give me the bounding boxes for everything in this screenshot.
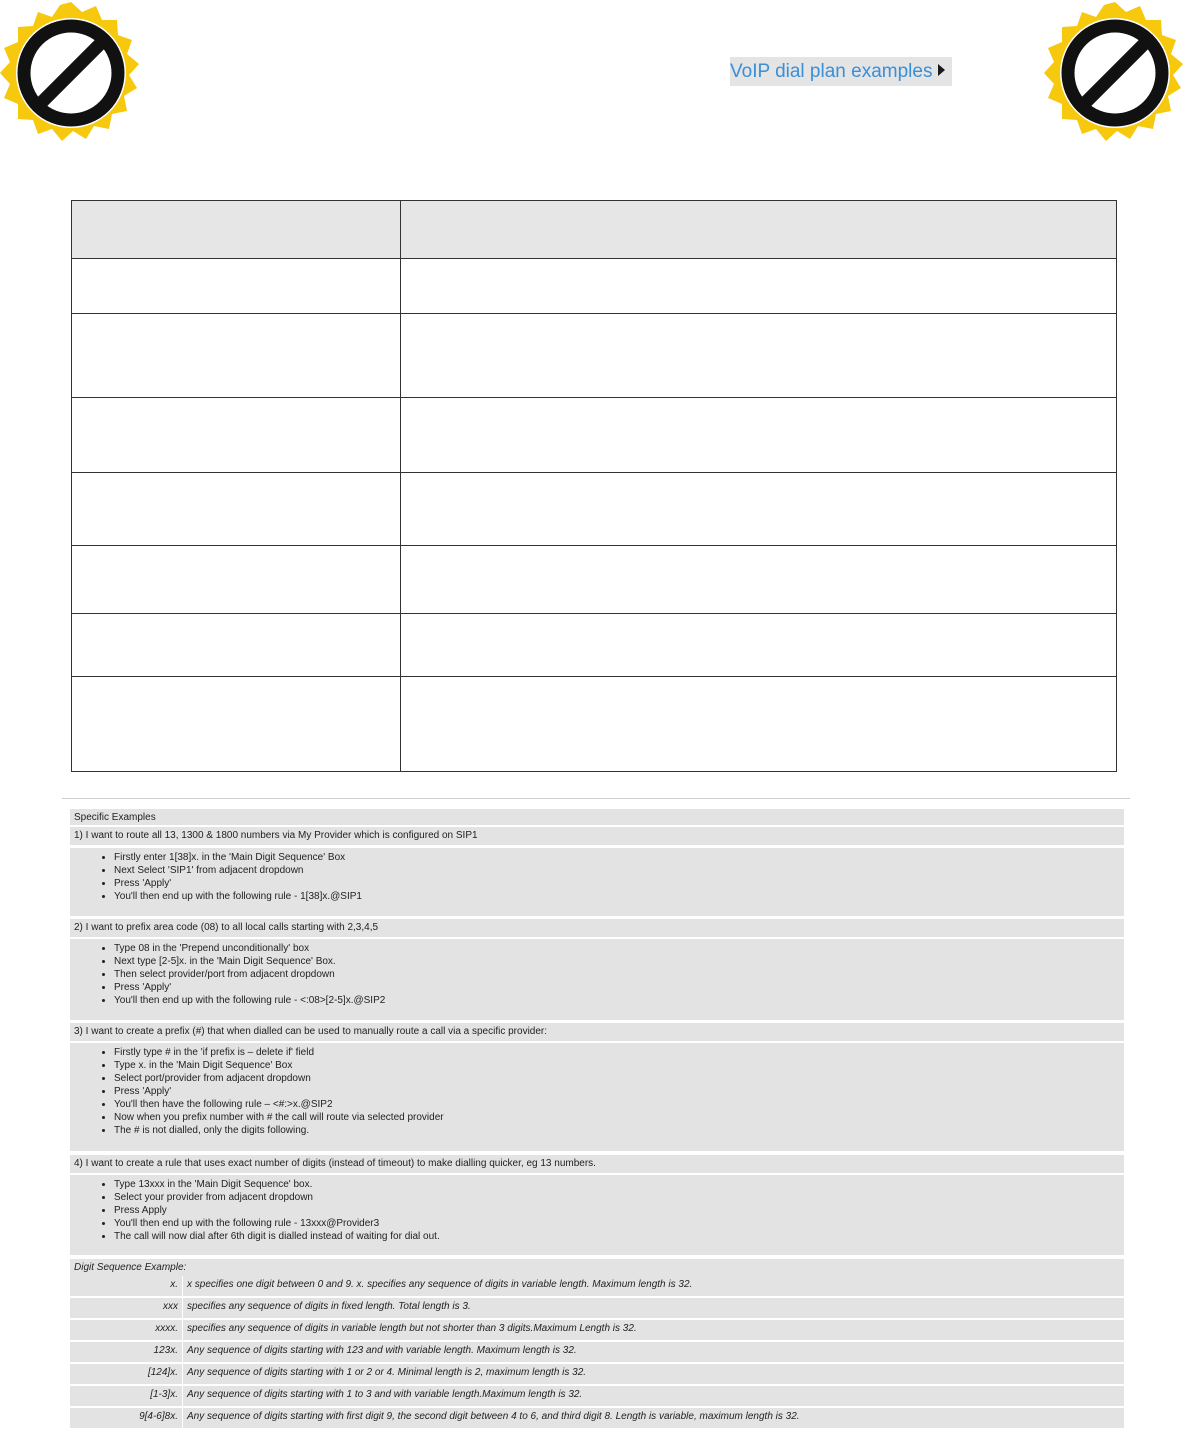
example-2-list	[70, 939, 1124, 1007]
digit-description: Any sequence of digits starting with 123 and with variable length. Maximum length is 32.	[187, 1345, 577, 1356]
digit-row	[70, 1386, 1124, 1406]
table-cell	[401, 677, 1117, 772]
table-cell	[72, 677, 401, 772]
table-cell	[72, 398, 401, 473]
list-item: • Press Apply	[114, 1204, 1124, 1217]
table-row	[72, 398, 1117, 473]
table-cell	[72, 201, 401, 259]
list-item: • Press 'Apply'	[114, 981, 1124, 994]
digit-description: x specifies one digit between 0 and 9. x. specifies any sequence of digits in variable length. Maximum length is 32.	[187, 1279, 693, 1290]
table-cell	[72, 314, 401, 398]
example-4-list	[70, 1175, 1124, 1243]
list-item: • Firstly type # in the 'if prefix is – delete if' field	[114, 1046, 1124, 1059]
example-3-steps	[70, 1043, 1124, 1151]
table-cell	[401, 614, 1117, 677]
table-cell	[401, 201, 1117, 259]
table-header-row	[72, 201, 1117, 259]
table-row	[72, 259, 1117, 314]
no-entry-badge-right	[1040, 0, 1190, 148]
digit-description: specifies any sequence of digits in variable length but not shorter than 3 digits.Maximum Length is 32.	[187, 1323, 637, 1334]
digit-pattern: 123x.	[153, 1345, 178, 1356]
example-1-title: 1) I want to route all 13, 1300 & 1800 numbers via My Provider which is configured on SIP1	[70, 827, 1124, 845]
table-cell	[401, 473, 1117, 546]
table-cell	[401, 259, 1117, 314]
digit-row	[70, 1342, 1124, 1362]
digit-pattern: [1-3]x.	[150, 1389, 178, 1400]
specific-examples-panel	[62, 798, 1130, 1433]
digit-description: Any sequence of digits starting with 1 or 2 or 4. Minimal length is 2, maximum length is 32.	[187, 1367, 587, 1378]
digit-description: Any sequence of digits starting with 1 to 3 and with variable length.Maximum length is 32.	[187, 1389, 583, 1400]
table-cell	[72, 614, 401, 677]
list-item: • Type 13xxx in the 'Main Digit Sequence' box.	[114, 1178, 1124, 1191]
digit-description: specifies any sequence of digits in fixed length. Total length is 3.	[187, 1301, 471, 1312]
table-cell	[401, 398, 1117, 473]
list-item: • Next type [2-5]x. in the 'Main Digit Sequence' Box.	[114, 955, 1124, 968]
list-item: • Next Select 'SIP1' from adjacent dropdown	[114, 864, 1124, 877]
list-item: • You'll then have the following rule – <#:>x.@SIP2	[114, 1098, 1124, 1111]
table-row	[72, 314, 1117, 398]
digit-row	[70, 1320, 1124, 1340]
digit-pattern: x.	[170, 1279, 178, 1290]
no-entry-badge-left	[0, 0, 146, 148]
example-1-steps	[70, 848, 1124, 916]
redacted-table	[71, 200, 1117, 772]
list-item: • Type 08 in the 'Prepend unconditionally' box	[114, 942, 1124, 955]
example-2-title: 2) I want to prefix area code (08) to all local calls starting with 2,3,4,5	[70, 919, 1124, 937]
example-1-list	[70, 848, 1124, 903]
table-cell	[401, 546, 1117, 614]
list-item: • You'll then end up with the following rule - 13xxx@Provider3	[114, 1217, 1124, 1230]
list-item: • Firstly enter 1[38]x. in the 'Main Digit Sequence' Box	[114, 851, 1124, 864]
table-cell	[72, 546, 401, 614]
digit-description: Any sequence of digits starting with first digit 9, the second digit between 4 to 6, and third digit 8. Length is variable, maximum length is 32.	[187, 1411, 800, 1422]
examples-heading: Specific Examples	[70, 809, 1124, 825]
table-row	[72, 473, 1117, 546]
list-item: • Now when you prefix number with # the call will route via selected provider	[114, 1111, 1124, 1124]
digit-sequence-heading: Digit Sequence Example:	[70, 1259, 1124, 1276]
digit-row	[70, 1298, 1124, 1318]
list-item: • Select port/provider from adjacent dropdown	[114, 1072, 1124, 1085]
digit-pattern: 9[4-6]8x.	[139, 1411, 178, 1422]
no-entry-icon	[0, 2, 139, 141]
list-item: • Select your provider from adjacent dropdown	[114, 1191, 1124, 1204]
table-row	[72, 614, 1117, 677]
table-row	[72, 677, 1117, 772]
list-item: • The call will now dial after 6th digit is dialled instead of waiting for dial out.	[114, 1230, 1124, 1243]
example-3-title: 3) I want to create a prefix (#) that when dialled can be used to manually route a call via a specific provider:	[70, 1023, 1124, 1041]
caret-right-icon	[938, 64, 945, 76]
example-2-steps	[70, 939, 1124, 1020]
digit-row	[70, 1408, 1124, 1428]
list-item: • You'll then end up with the following rule - <:08>[2-5]x.@SIP2	[114, 994, 1124, 1007]
table-cell	[72, 259, 401, 314]
voip-dial-plan-link[interactable]	[730, 57, 952, 86]
digit-row	[70, 1276, 1124, 1296]
voip-dial-plan-link-label: VoIP dial plan examples	[730, 61, 933, 82]
table-cell	[401, 314, 1117, 398]
digit-pattern: xxx	[163, 1301, 178, 1312]
example-4-steps	[70, 1175, 1124, 1255]
list-item: • Type x. in the 'Main Digit Sequence' Box	[114, 1059, 1124, 1072]
list-item: • Press 'Apply'	[114, 1085, 1124, 1098]
digit-pattern: xxxx.	[155, 1323, 178, 1334]
digit-row	[70, 1364, 1124, 1384]
list-item: • Then select provider/port from adjacent dropdown	[114, 968, 1124, 981]
no-entry-icon	[1044, 2, 1183, 141]
list-item: • Press 'Apply'	[114, 877, 1124, 890]
digit-pattern: [124]x.	[147, 1367, 178, 1378]
example-3-list	[70, 1043, 1124, 1137]
example-4-title: 4) I want to create a rule that uses exact number of digits (instead of timeout) to make dialling quicker, eg 13 numbers.	[70, 1155, 1124, 1173]
list-item: • You'll then end up with the following rule - 1[38]x.@SIP1	[114, 890, 1124, 903]
table-cell	[72, 473, 401, 546]
list-item: • The # is not dialled, only the digits following.	[114, 1124, 1124, 1137]
table-row	[72, 546, 1117, 614]
